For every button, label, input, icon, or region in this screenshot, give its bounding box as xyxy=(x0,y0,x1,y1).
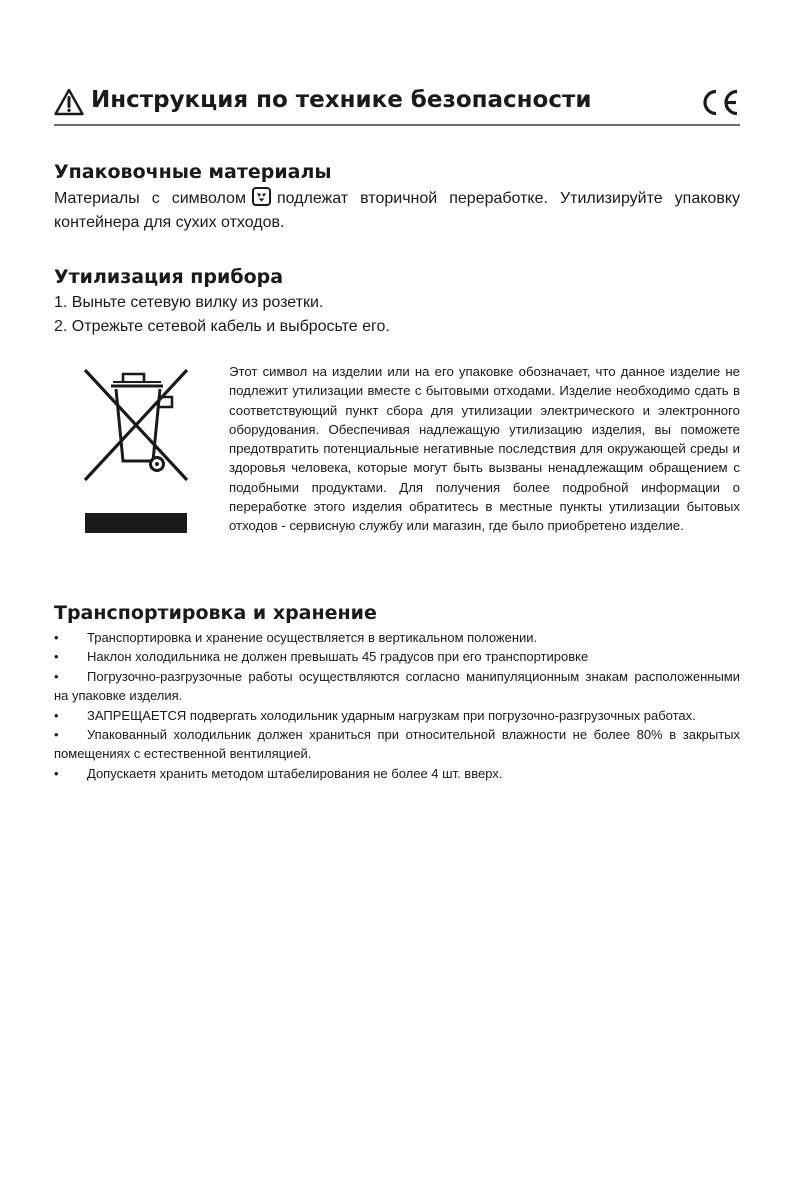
transport-list xyxy=(54,628,740,783)
disposal-step: 1. Выньте сетевую вилку из розетки. xyxy=(54,294,324,311)
transport-heading: Транспортировка и хранение xyxy=(54,602,377,624)
page-header xyxy=(54,86,740,126)
list-item: • Наклон холодильника не должен превышать 45 градусов при его транспортировке xyxy=(54,647,740,666)
ce-mark xyxy=(699,88,740,117)
bullet-icon: • xyxy=(54,630,59,645)
list-item: • Транспортировка и хранение осуществляется в вертикальном положении. xyxy=(54,628,740,647)
bullet-icon: • xyxy=(54,668,59,684)
recycle-symbol-icon xyxy=(252,187,271,206)
bullet-icon: • xyxy=(54,727,59,743)
list-item: • Допускаетя хранить методом штабелирования не более 4 шт. вверх. xyxy=(54,764,740,783)
packaging-text: Материалы с символом подлежат вторичной переработке. Утилизируйте упаковку контейнера для сухих отходов. xyxy=(54,187,740,235)
disposal-step: 2. Отрежьте сетевой кабель и выбросьте его. xyxy=(54,318,390,335)
bullet-icon: • xyxy=(54,707,59,723)
list-item: • Упакованный холодильник должен храниться при относительной влажности не более 80% в закрытых помещениях с естественной вентиляцией. xyxy=(54,727,740,762)
bullet-icon: • xyxy=(54,649,59,665)
weee-disposal-text: Этот символ на изделии или на его упаковке обозначает, что данное изделие не подлежит утилизации вместе с бытовыми отходами. Изделие необходимо сдать в соответствующий пункт сбора для утилизации электрического и электронного оборудования. Обеспечивая надлежащую утилизацию изделия, вы поможете предотвратить потенциальные негативные последствия для окружающей среды и здоровья человека, которые могут быть вызваны ненадлежащим обращением с подобными продуктами. Для получения более подробной информации о переработке этого изделия обратитесь в местные пункты утилизации бытовых отходов - сервисную службу или магазин, где было приобретено изделие. xyxy=(229,364,740,534)
list-item: • Погрузочно-разгрузочные работы осуществляются согласно манипуляционным знакам расположенными на упаковке изделия. xyxy=(54,668,740,704)
packaging-heading: Упаковочные материалы xyxy=(54,161,332,183)
list-item: • ЗАПРЕЩАЕТСЯ подвергать холодильник ударным нагрузкам при погрузочно-разгрузочных работах. xyxy=(54,706,740,725)
page-title: Инструкция по технике безопасности xyxy=(91,87,592,113)
disposal-heading: Утилизация прибора xyxy=(54,266,284,288)
warning-triangle-icon xyxy=(54,88,84,116)
crossed-out-wheelie-bin-icon xyxy=(83,367,190,534)
bullet-icon: • xyxy=(54,765,59,781)
